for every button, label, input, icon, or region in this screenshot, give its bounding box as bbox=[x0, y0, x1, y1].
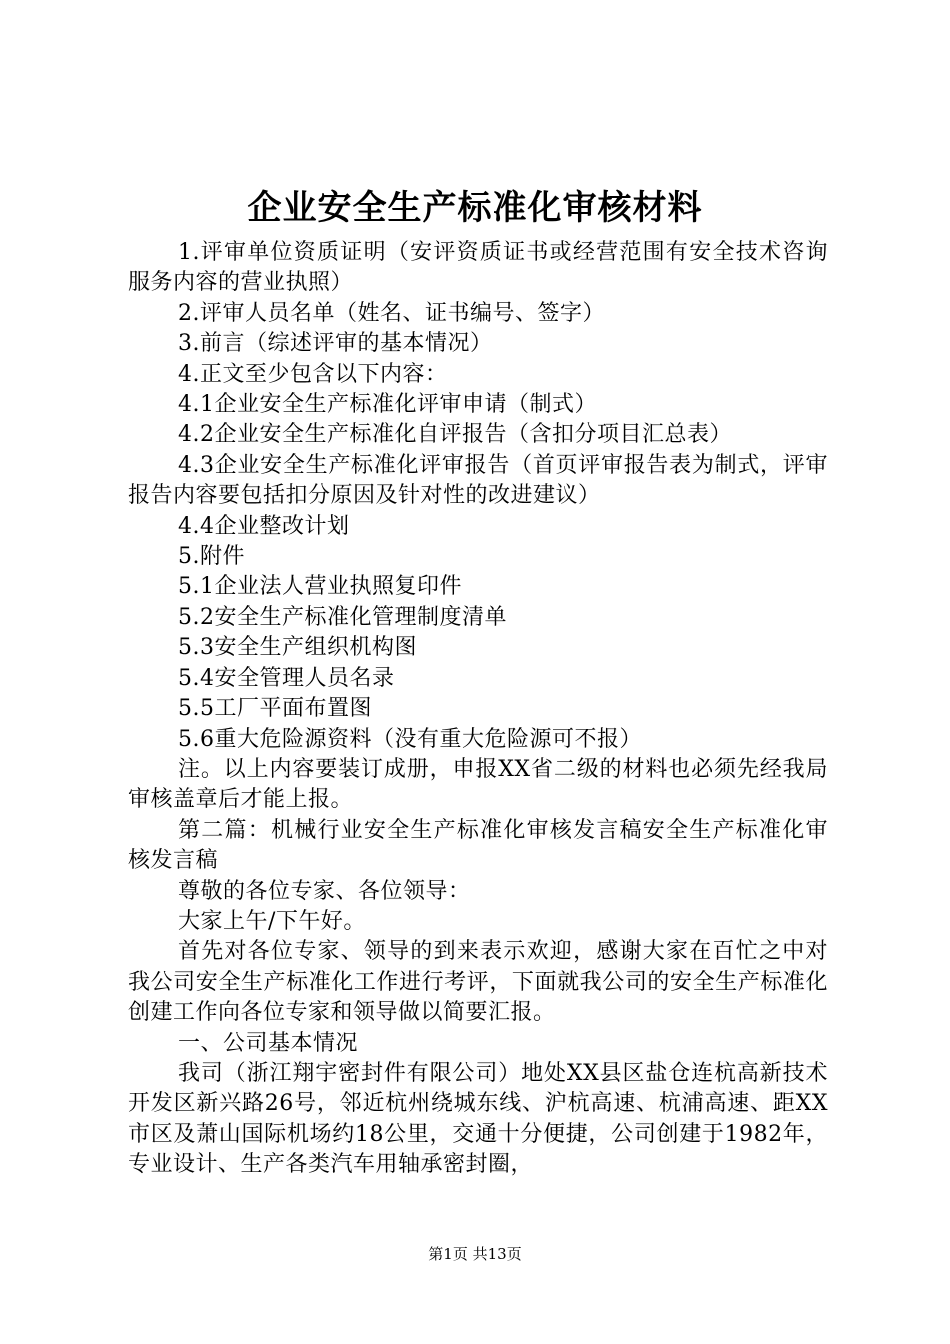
paragraph: 5.3安全生产组织机构图 bbox=[178, 635, 417, 661]
document-title: 企业安全生产标准化审核材料 bbox=[247, 188, 703, 228]
paragraph: 4.4企业整改计划 bbox=[178, 513, 350, 539]
paragraph: 4.2企业安全生产标准化自评报告（含扣分项目汇总表） bbox=[178, 422, 732, 448]
paragraph: 4.正文至少包含以下内容： bbox=[178, 361, 448, 387]
paragraph: 首先对各位专家、领导的到来表示欢迎，感谢大家在百忙之中对我公司安全生产标准化工作进行考评，下面就我公司的安全生产标准化创建工作向各位专家和领导做以简要汇报。 bbox=[128, 939, 828, 1026]
paragraph: 5.5工厂平面布置图 bbox=[178, 696, 372, 722]
paragraph: 注。以上内容要装订成册，申报XX省二级的材料也必须先经我局审核盖章后才能上报。 bbox=[128, 756, 828, 813]
paragraph: 4.3企业安全生产标准化评审报告（首页评审报告表为制式，评审报告内容要包括扣分原因及针对性的改进建议） bbox=[128, 452, 828, 509]
paragraph: 5.附件 bbox=[178, 544, 245, 570]
paragraph: 5.6重大危险源资料（没有重大危险源可不报） bbox=[178, 726, 642, 752]
paragraph: 第二篇：机械行业安全生产标准化审核发言稿安全生产标准化审核发言稿 bbox=[128, 817, 828, 874]
paragraph: 1.评审单位资质证明（安评资质证书或经营范围有安全技术咨询服务内容的营业执照） bbox=[128, 240, 828, 296]
paragraph: 大家上午/下午好。 bbox=[178, 908, 366, 934]
paragraph: 5.1企业法人营业执照复印件 bbox=[178, 574, 462, 600]
paragraph: 尊敬的各位专家、各位领导： bbox=[178, 878, 471, 904]
paragraph: 我司（浙江翔宇密封件有限公司）地处XX县区盐仓连杭高新技术开发区新兴路26号，邻近杭州绕城东线、沪杭高速、杭浦高速、距XX市区及萧山国际机场约18公里，交通十分便捷，公司创建于1982年，专业设计、生产各类汽车用轴承密封圈， bbox=[128, 1060, 828, 1178]
paragraph: 4.1企业安全生产标准化评审申请（制式） bbox=[178, 392, 597, 418]
document-body bbox=[128, 238, 828, 1181]
paragraph: 一、公司基本情况 bbox=[178, 1030, 359, 1056]
paragraph: 5.2安全生产标准化管理制度清单 bbox=[178, 604, 507, 630]
page-footer: 第1页 共13页 bbox=[428, 1245, 522, 1263]
paragraph: 2.评审人员名单（姓名、证书编号、签字） bbox=[178, 300, 605, 326]
paragraph: 5.4安全管理人员名录 bbox=[178, 665, 395, 691]
paragraph: 3.前言（综述评审的基本情况） bbox=[178, 331, 493, 357]
